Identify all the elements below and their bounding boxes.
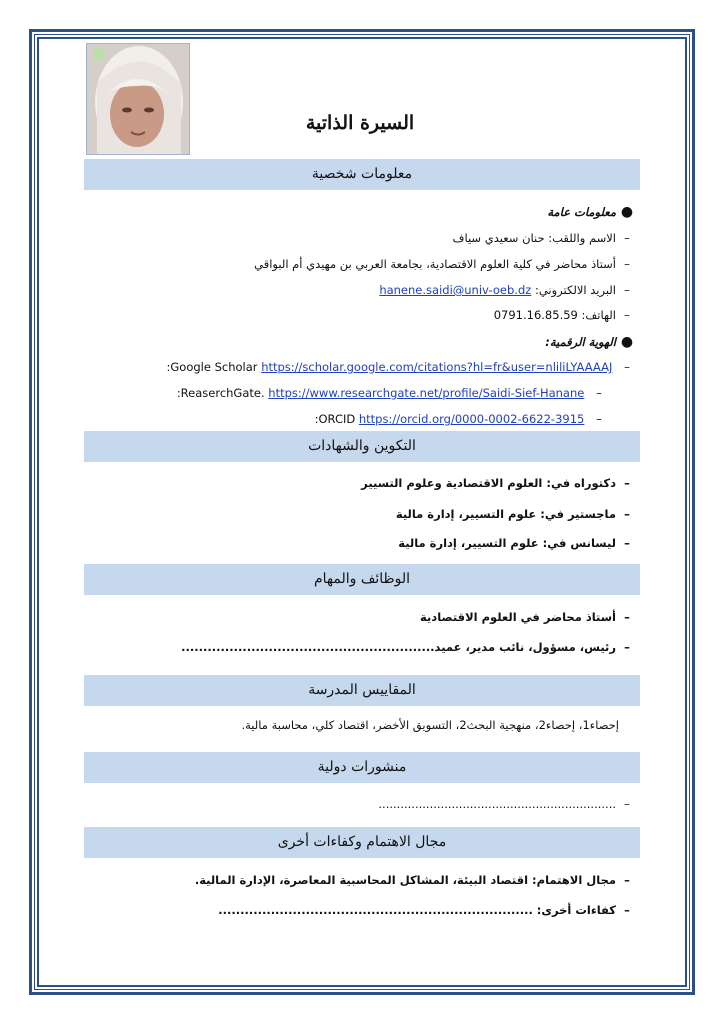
list-item-digital-identity: ●الهوية الرقمية: xyxy=(545,334,638,350)
list-item-google-scholar: – :Google Scholar https://scholar.google.com/citations?hl=fr&user=nliliLYAAAAJ xyxy=(167,360,638,374)
dash-icon: – xyxy=(624,283,630,297)
dash-icon: – xyxy=(624,797,630,811)
section-header-publications: منشورات دولية xyxy=(84,752,640,783)
courses-text: إحصاء1، إحصاء2، منهجية البحث2، التسويق الأخضر، اقتصاد كلي، محاسبة مالية. xyxy=(241,718,619,732)
list-item-job-2: –رئيس، مسؤول، نائب مدير، عميد.......................................................... xyxy=(181,640,638,654)
dash-icon: – xyxy=(624,873,630,887)
section-header-personal: معلومات شخصية xyxy=(84,159,640,190)
section-header-interests: مجال الاهتمام وكفاءات أخرى xyxy=(84,827,640,858)
profile-photo xyxy=(86,43,190,155)
list-item-general-info: ●معلومات عامة xyxy=(547,204,638,220)
bullet-icon: ● xyxy=(620,334,634,350)
dash-icon: – xyxy=(624,640,630,654)
dash-icon: – xyxy=(624,360,630,374)
list-item-researchgate: – :ReaserchGate. https://www.researchgate.net/profile/Saidi-Sief-Hanane xyxy=(177,386,610,400)
list-item-education-2: –ماجستير في: علوم التسيير، إدارة مالية xyxy=(396,507,638,521)
orcid-link[interactable]: https://orcid.org/0000-0002-6622-3915 xyxy=(358,412,585,426)
list-item-publication: –................................................................. xyxy=(378,797,638,811)
dash-icon: – xyxy=(624,308,630,322)
dash-icon: – xyxy=(624,231,630,245)
list-item-education-3: –ليسانس في: علوم التسيير، إدارة مالية xyxy=(398,536,638,550)
list-item-other-skills: –كفاءات أخرى: ........................................................................ xyxy=(218,903,638,917)
bullet-icon: ● xyxy=(620,204,634,220)
list-item-name: –الاسم واللقب: حنان سعيدي سياف xyxy=(453,231,638,245)
list-item-email: –البريد الالكتروني: hanene.saidi@univ-oeb.dz xyxy=(379,283,638,297)
section-header-courses: المقاييس المدرسة xyxy=(84,675,640,706)
phone-number: 0791.16.85.59 xyxy=(493,308,578,322)
dash-icon: – xyxy=(624,507,630,521)
dash-icon: – xyxy=(624,476,630,490)
page-title: السيرة الذاتية xyxy=(305,112,415,134)
google-scholar-link[interactable]: https://scholar.google.com/citations?hl=fr&user=nliliLYAAAAJ xyxy=(261,360,613,374)
dash-icon: – xyxy=(624,903,630,917)
list-item-position: –أستاذ محاضر في كلية العلوم الاقتصادية، بجامعة العربي بن مهيدي أم البواقي xyxy=(254,257,638,271)
list-item-job-1: –أستاذ محاضر في العلوم الاقتصادية xyxy=(420,610,638,624)
dash-icon: – xyxy=(624,257,630,271)
dash-icon: – xyxy=(596,386,602,400)
list-item-orcid: – :ORCID https://orcid.org/0000-0002-6622-3915 xyxy=(315,412,610,426)
list-item-education-1: –دكتوراه في: العلوم الاقتصادية وعلوم التسيير xyxy=(361,476,638,490)
dash-icon: – xyxy=(624,536,630,550)
section-header-jobs: الوظائف والمهام xyxy=(84,564,640,595)
section-header-education: التكوين والشهادات xyxy=(84,431,640,462)
list-item-interests: –مجال الاهتمام: اقتصاد البيئة، المشاكل المحاسبية المعاصرة، الإدارة المالية. xyxy=(195,873,638,887)
dash-icon: – xyxy=(624,610,630,624)
dash-icon: – xyxy=(596,412,602,426)
list-item-phone: –الهاتف: 0791.16.85.59 xyxy=(494,308,638,322)
email-link[interactable]: hanene.saidi@univ-oeb.dz xyxy=(379,283,532,297)
researchgate-link[interactable]: https://www.researchgate.net/profile/Saidi-Sief-Hanane xyxy=(268,386,585,400)
